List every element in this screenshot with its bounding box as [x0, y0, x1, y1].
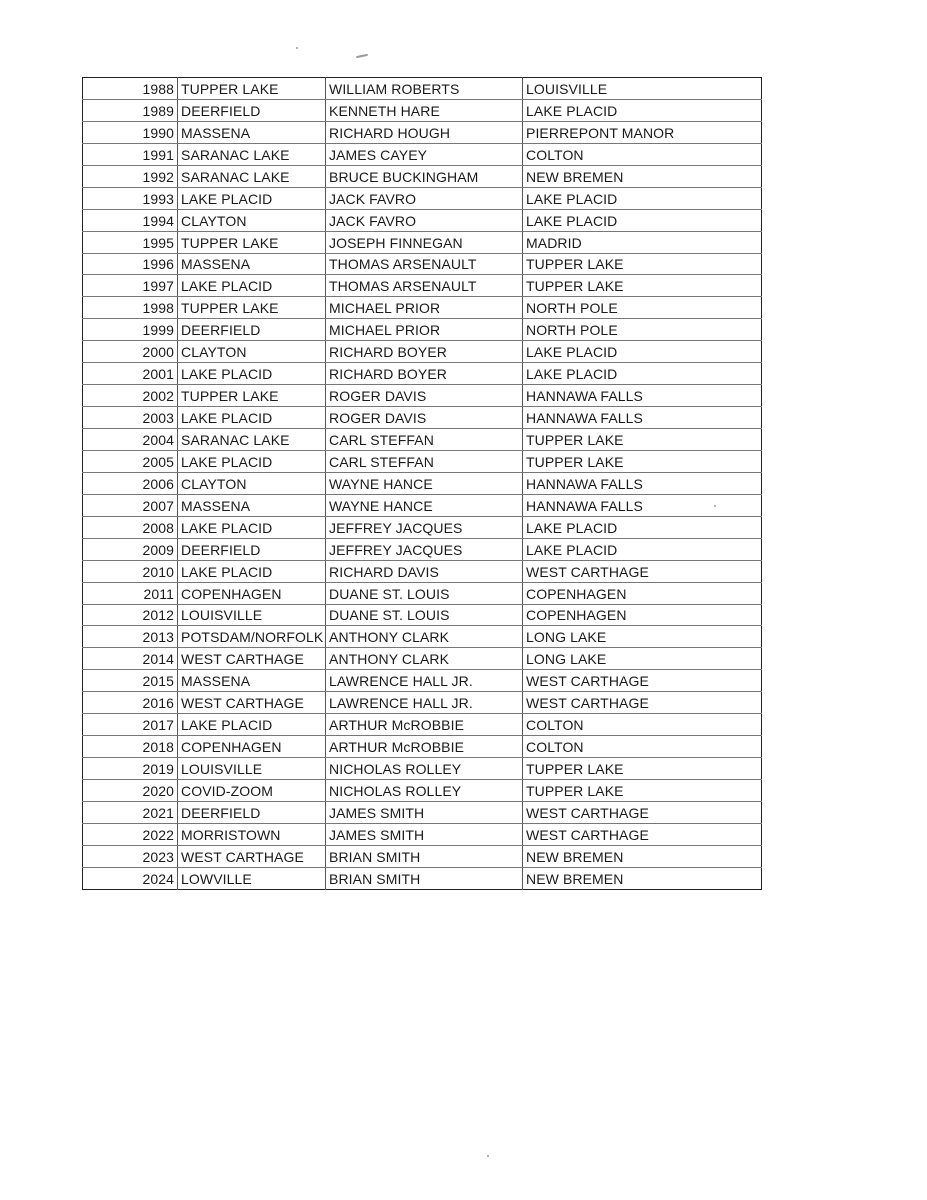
year-cell: 1994 [83, 209, 178, 231]
town-cell: LONG LAKE [523, 648, 762, 670]
name-cell: KENNETH HARE [326, 99, 523, 121]
site-cell: SARANAC LAKE [178, 143, 326, 165]
name-cell: MICHAEL PRIOR [326, 319, 523, 341]
table-row [83, 407, 762, 429]
town-cell: COLTON [523, 143, 762, 165]
year-cell: 2016 [83, 692, 178, 714]
name-cell: CARL STEFFAN [326, 450, 523, 472]
name-cell: BRIAN SMITH [326, 867, 523, 889]
table-row [83, 319, 762, 341]
town-cell: COLTON [523, 736, 762, 758]
table-row [83, 363, 762, 385]
name-cell: JEFFREY JACQUES [326, 516, 523, 538]
table-row [83, 648, 762, 670]
year-cell: 2005 [83, 450, 178, 472]
name-cell: WAYNE HANCE [326, 494, 523, 516]
year-cell: 1997 [83, 275, 178, 297]
year-cell: 1996 [83, 253, 178, 275]
year-cell: 2022 [83, 823, 178, 845]
year-cell: 1988 [83, 78, 178, 100]
town-cell: COLTON [523, 714, 762, 736]
year-cell: 2003 [83, 407, 178, 429]
year-cell: 2014 [83, 648, 178, 670]
site-cell: LAKE PLACID [178, 187, 326, 209]
site-cell: LAKE PLACID [178, 714, 326, 736]
table-row [83, 845, 762, 867]
name-cell: JOSEPH FINNEGAN [326, 231, 523, 253]
table-row [83, 209, 762, 231]
table-row [83, 670, 762, 692]
name-cell: ANTHONY CLARK [326, 648, 523, 670]
table-row [83, 714, 762, 736]
name-cell: ROGER DAVIS [326, 385, 523, 407]
table-row [83, 604, 762, 626]
year-cell: 1998 [83, 297, 178, 319]
records-table-body [83, 78, 762, 890]
year-cell: 1989 [83, 99, 178, 121]
site-cell: DEERFIELD [178, 801, 326, 823]
year-cell: 2024 [83, 867, 178, 889]
table-row [83, 692, 762, 714]
name-cell: CARL STEFFAN [326, 429, 523, 451]
site-cell: MASSENA [178, 121, 326, 143]
table-row [83, 626, 762, 648]
year-cell: 2008 [83, 516, 178, 538]
site-cell: LAKE PLACID [178, 560, 326, 582]
name-cell: RICHARD HOUGH [326, 121, 523, 143]
year-cell: 2017 [83, 714, 178, 736]
name-cell: RICHARD BOYER [326, 363, 523, 385]
year-cell: 2012 [83, 604, 178, 626]
table-row [83, 560, 762, 582]
town-cell: MADRID [523, 231, 762, 253]
town-cell: LAKE PLACID [523, 209, 762, 231]
year-cell: 1995 [83, 231, 178, 253]
town-cell: HANNAWA FALLS [523, 407, 762, 429]
name-cell: WAYNE HANCE [326, 472, 523, 494]
town-cell: TUPPER LAKE [523, 429, 762, 451]
table-row [83, 472, 762, 494]
site-cell: MASSENA [178, 670, 326, 692]
table-row [83, 253, 762, 275]
name-cell: MICHAEL PRIOR [326, 297, 523, 319]
table-row [83, 582, 762, 604]
name-cell: BRUCE BUCKINGHAM [326, 165, 523, 187]
site-cell: WEST CARTHAGE [178, 845, 326, 867]
table-row [83, 736, 762, 758]
year-cell: 1999 [83, 319, 178, 341]
table-row [83, 780, 762, 802]
table-row [83, 341, 762, 363]
table-row [83, 99, 762, 121]
site-cell: DEERFIELD [178, 99, 326, 121]
town-cell: PIERREPONT MANOR [523, 121, 762, 143]
site-cell: LAKE PLACID [178, 407, 326, 429]
town-cell: TUPPER LAKE [523, 450, 762, 472]
year-cell: 2006 [83, 472, 178, 494]
town-cell: WEST CARTHAGE [523, 801, 762, 823]
site-cell: LAKE PLACID [178, 363, 326, 385]
table-row [83, 450, 762, 472]
site-cell: COPENHAGEN [178, 736, 326, 758]
town-cell: COPENHAGEN [523, 604, 762, 626]
site-cell: LAKE PLACID [178, 275, 326, 297]
site-cell: LAKE PLACID [178, 516, 326, 538]
name-cell: JAMES SMITH [326, 801, 523, 823]
year-cell: 1991 [83, 143, 178, 165]
town-cell: TUPPER LAKE [523, 758, 762, 780]
site-cell: TUPPER LAKE [178, 231, 326, 253]
site-cell: CLAYTON [178, 472, 326, 494]
year-cell: 2020 [83, 780, 178, 802]
site-cell: TUPPER LAKE [178, 297, 326, 319]
site-cell: MASSENA [178, 494, 326, 516]
table-row [83, 867, 762, 889]
name-cell: BRIAN SMITH [326, 845, 523, 867]
town-cell: LAKE PLACID [523, 99, 762, 121]
name-cell: ROGER DAVIS [326, 407, 523, 429]
name-cell: ANTHONY CLARK [326, 626, 523, 648]
name-cell: JEFFREY JACQUES [326, 538, 523, 560]
name-cell: JAMES CAYEY [326, 143, 523, 165]
site-cell: LOWVILLE [178, 867, 326, 889]
site-cell: MORRISTOWN [178, 823, 326, 845]
town-cell: WEST CARTHAGE [523, 670, 762, 692]
town-cell: NORTH POLE [523, 319, 762, 341]
site-cell: DEERFIELD [178, 319, 326, 341]
town-cell: LAKE PLACID [523, 363, 762, 385]
site-cell: LOUISVILLE [178, 758, 326, 780]
town-cell: HANNAWA FALLS [523, 472, 762, 494]
town-cell: LOUISVILLE [523, 78, 762, 100]
year-cell: 2013 [83, 626, 178, 648]
table-row [83, 187, 762, 209]
town-cell: TUPPER LAKE [523, 275, 762, 297]
table-row [83, 165, 762, 187]
site-cell: TUPPER LAKE [178, 78, 326, 100]
scan-speck [487, 1155, 489, 1157]
table-row [83, 758, 762, 780]
name-cell: RICHARD BOYER [326, 341, 523, 363]
town-cell: WEST CARTHAGE [523, 560, 762, 582]
table-row [83, 429, 762, 451]
name-cell: ARTHUR McROBBIE [326, 736, 523, 758]
name-cell: WILLIAM ROBERTS [326, 78, 523, 100]
year-cell: 2000 [83, 341, 178, 363]
records-table [82, 77, 762, 890]
site-cell: SARANAC LAKE [178, 429, 326, 451]
table-row [83, 801, 762, 823]
name-cell: NICHOLAS ROLLEY [326, 758, 523, 780]
site-cell: WEST CARTHAGE [178, 692, 326, 714]
year-cell: 2007 [83, 494, 178, 516]
site-cell: TUPPER LAKE [178, 385, 326, 407]
table-row [83, 78, 762, 100]
town-cell: WEST CARTHAGE [523, 692, 762, 714]
name-cell: THOMAS ARSENAULT [326, 253, 523, 275]
year-cell: 2002 [83, 385, 178, 407]
name-cell: RICHARD DAVIS [326, 560, 523, 582]
table-row [83, 494, 762, 516]
year-cell: 2023 [83, 845, 178, 867]
site-cell: WEST CARTHAGE [178, 648, 326, 670]
town-cell: NEW BREMEN [523, 845, 762, 867]
site-cell: COPENHAGEN [178, 582, 326, 604]
name-cell: LAWRENCE HALL JR. [326, 670, 523, 692]
year-cell: 1990 [83, 121, 178, 143]
town-cell: TUPPER LAKE [523, 780, 762, 802]
year-cell: 2015 [83, 670, 178, 692]
year-cell: 2011 [83, 582, 178, 604]
scan-speck [356, 54, 368, 58]
name-cell: ARTHUR McROBBIE [326, 714, 523, 736]
table-row [83, 297, 762, 319]
table-row [83, 385, 762, 407]
site-cell: DEERFIELD [178, 538, 326, 560]
table-row [83, 538, 762, 560]
year-cell: 2001 [83, 363, 178, 385]
year-cell: 1992 [83, 165, 178, 187]
table-row [83, 143, 762, 165]
town-cell: LONG LAKE [523, 626, 762, 648]
year-cell: 2009 [83, 538, 178, 560]
table-row [83, 823, 762, 845]
scan-speck [296, 47, 298, 49]
table-row [83, 231, 762, 253]
site-cell: CLAYTON [178, 341, 326, 363]
year-cell: 1993 [83, 187, 178, 209]
year-cell: 2019 [83, 758, 178, 780]
year-cell: 2010 [83, 560, 178, 582]
name-cell: THOMAS ARSENAULT [326, 275, 523, 297]
name-cell: JACK FAVRO [326, 187, 523, 209]
town-cell: LAKE PLACID [523, 516, 762, 538]
town-cell: COPENHAGEN [523, 582, 762, 604]
town-cell: NORTH POLE [523, 297, 762, 319]
site-cell: LOUISVILLE [178, 604, 326, 626]
site-cell: SARANAC LAKE [178, 165, 326, 187]
site-cell: CLAYTON [178, 209, 326, 231]
year-cell: 2004 [83, 429, 178, 451]
year-cell: 2018 [83, 736, 178, 758]
town-cell: NEW BREMEN [523, 165, 762, 187]
name-cell: JACK FAVRO [326, 209, 523, 231]
town-cell: NEW BREMEN [526, 870, 624, 887]
name-cell: DUANE ST. LOUIS [326, 582, 523, 604]
year-cell: 2021 [83, 801, 178, 823]
town-cell: WEST CARTHAGE [523, 823, 762, 845]
town-cell: LAKE PLACID [523, 341, 762, 363]
name-cell: NICHOLAS ROLLEY [326, 780, 523, 802]
town-cell: LAKE PLACID [523, 187, 762, 209]
table-row [83, 121, 762, 143]
table-row [83, 516, 762, 538]
town-cell: HANNAWA FALLS [523, 494, 762, 516]
town-cell: HANNAWA FALLS [523, 385, 762, 407]
name-cell: DUANE ST. LOUIS [326, 604, 523, 626]
name-cell: JAMES SMITH [326, 823, 523, 845]
town-cell: LAKE PLACID [523, 538, 762, 560]
town-cell: TUPPER LAKE [523, 253, 762, 275]
site-cell: MASSENA [178, 253, 326, 275]
site-cell: COVID-ZOOM [178, 780, 326, 802]
name-cell: LAWRENCE HALL JR. [326, 692, 523, 714]
site-cell: POTSDAM/NORFOLK [178, 626, 326, 648]
site-cell: LAKE PLACID [178, 450, 326, 472]
table-row [83, 275, 762, 297]
